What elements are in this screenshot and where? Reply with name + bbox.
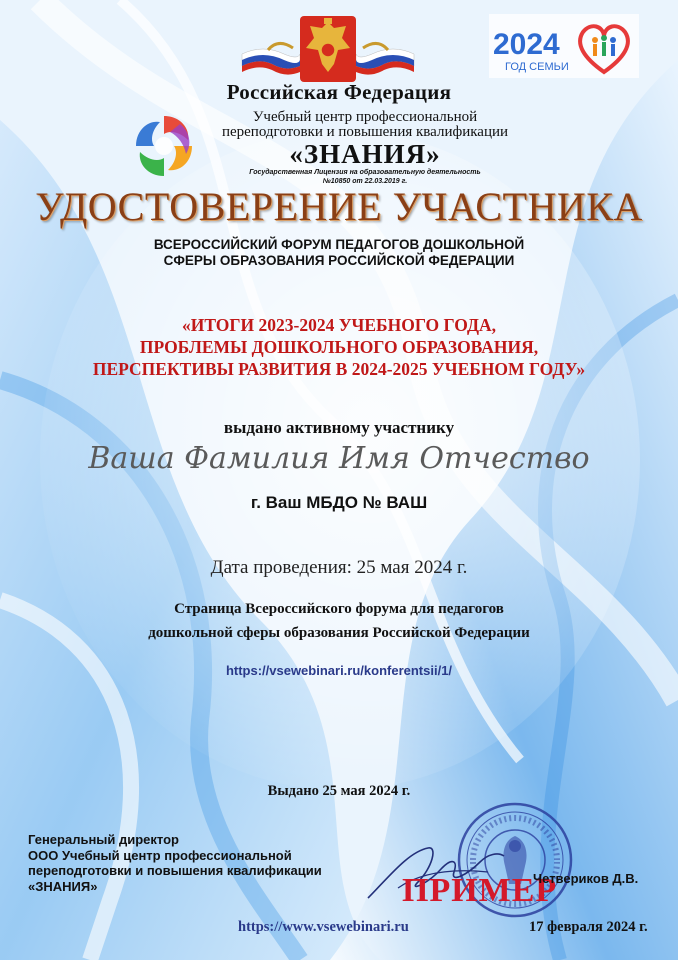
director-line-1: Генеральный директор [28,832,179,847]
event-date: Дата проведения: 25 мая 2024 г. [210,557,468,578]
org-name: «ЗНАНИЯ» [289,139,441,169]
country-title: Российская Федерация [226,80,452,104]
forum-page-caption [0,597,678,645]
director-line-4: «ЗНАНИЯ» [28,878,98,894]
forum-line-2: СФЕРЫ ОБРАЗОВАНИЯ РОССИЙСКОЙ ФЕДЕРАЦИИ [163,253,515,268]
logo-year: 2024 [493,28,560,61]
forum-link[interactable]: https://vsewebinari.ru/konferentsii/1/ [225,663,453,678]
logo-caption: ГОД СЕМЬИ [505,61,569,73]
site-link[interactable]: https://www.vsewebinari.ru [238,919,409,935]
year-of-family-logo-icon [489,14,639,78]
page-line-2: дошкольной сферы образования Российской Федерации [148,625,530,641]
director-block [28,832,322,894]
training-center-logo-icon [130,112,198,180]
training-center-block [200,110,530,186]
participant-place: г. Ваш МБДО № ВАШ [250,493,428,512]
participant-name: Ваша Фамилия Имя Отчество [88,441,590,476]
forum-theme [0,314,678,380]
org-line-2: переподготовки и повышения квалификации [221,124,509,140]
director-line-2: ООО Учебный центр профессиональной [28,847,292,863]
forum-line-1: ВСЕРОССИЙСКИЙ ФОРУМ ПЕДАГОГОВ ДОШКОЛЬНОЙ [153,237,525,252]
sample-watermark: ПРИМЕР [402,872,558,909]
certificate-title: УДОСТОВЕРЕНИЕ УЧАСТНИКА [35,184,643,229]
signer-name: Четвериков Д.В. [533,871,639,886]
issued-date: Выдано 25 мая 2024 г. [267,783,411,799]
theme-line-2: ПРОБЛЕМЫ ДОШКОЛЬНОГО ОБРАЗОВАНИЯ, [139,337,539,357]
license-line-2: №10850 от 22.03.2019 г. [322,178,408,185]
russian-coat-of-arms-icon [238,14,418,84]
license-line-1: Государственная Лицензия на образовательную деятельность [249,169,481,176]
page-line-1: Страница Всероссийского форума для педагогов [174,601,504,617]
forum-name [0,237,678,269]
org-line-1: Учебный центр профессиональной [252,109,478,125]
director-line-3: переподготовки и повышения квалификации [28,863,322,878]
document-date: 17 февраля 2024 г. [529,919,648,935]
theme-line-3: ПЕРСПЕКТИВЫ РАЗВИТИЯ В 2024-2025 УЧЕБНОМ ГОДУ» [92,359,586,379]
issued-to: выдано активному участнику [223,418,455,437]
theme-line-1: «ИТОГИ 2023-2024 УЧЕБНОГО ГОДА, [181,315,497,335]
